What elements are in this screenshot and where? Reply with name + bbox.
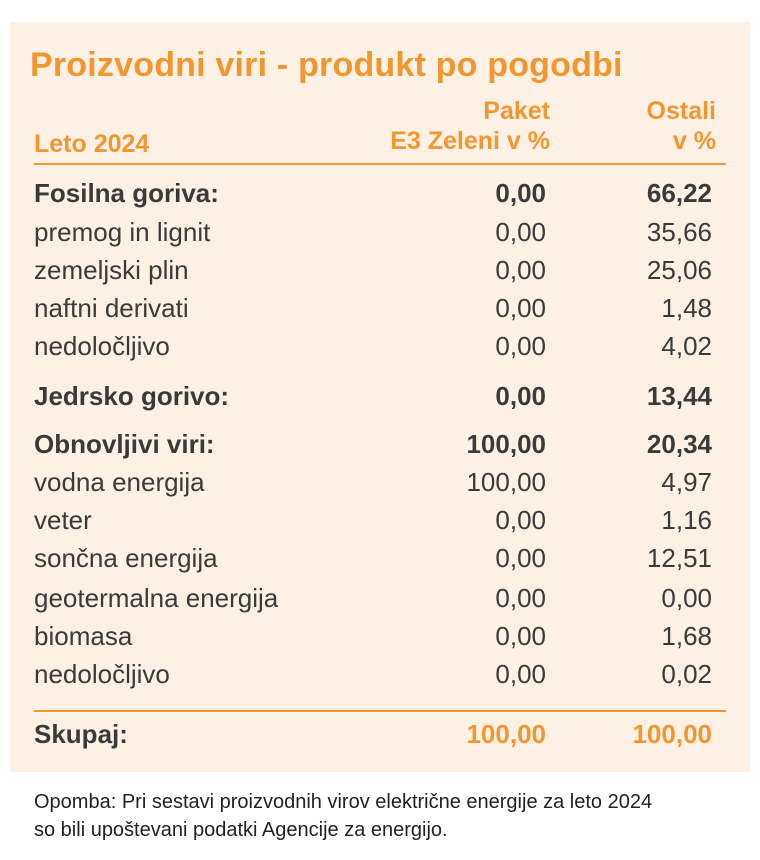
table-row: sončna energija 0,00 12,51 xyxy=(34,543,712,573)
table-row: Jedrsko gorivo: 0,00 13,44 xyxy=(34,381,712,411)
total-row: Skupaj: 100,00 100,00 xyxy=(34,719,712,749)
footnote: Opomba: Pri sestavi proizvodnih virov električne energije za leto 2024 so bili upoštevani podatki Agencije za energijo. xyxy=(34,791,653,841)
table-row: Obnovljivi viri: 100,00 20,34 xyxy=(34,429,712,459)
table-row: biomasa 0,00 1,68 xyxy=(34,621,712,651)
table-row: premog in lignit 0,00 35,66 xyxy=(34,217,712,247)
year-label: Leto 2024 xyxy=(34,130,150,158)
table-row: vodna energija 100,00 4,97 xyxy=(34,467,712,497)
total-divider xyxy=(34,710,726,712)
table-row: zemeljski plin 0,00 25,06 xyxy=(34,255,712,285)
table-row: geotermalna energija 0,00 0,00 xyxy=(34,583,712,613)
table-row: nedoločljivo 0,00 4,02 xyxy=(34,331,712,361)
table-row: nedoločljivo 0,00 0,02 xyxy=(34,659,712,689)
table-row: naftni derivati 0,00 1,48 xyxy=(34,293,712,323)
table-row: veter 0,00 1,16 xyxy=(34,505,712,535)
column-header-ostali: Ostali v % xyxy=(646,97,716,155)
table-row: Fosilna goriva: 0,00 66,22 xyxy=(34,178,712,208)
header-divider xyxy=(34,163,726,165)
page-title: Proizvodni viri - produkt po pogodbi xyxy=(30,46,623,84)
column-header-paket: Paket E3 Zeleni v % xyxy=(390,97,550,155)
